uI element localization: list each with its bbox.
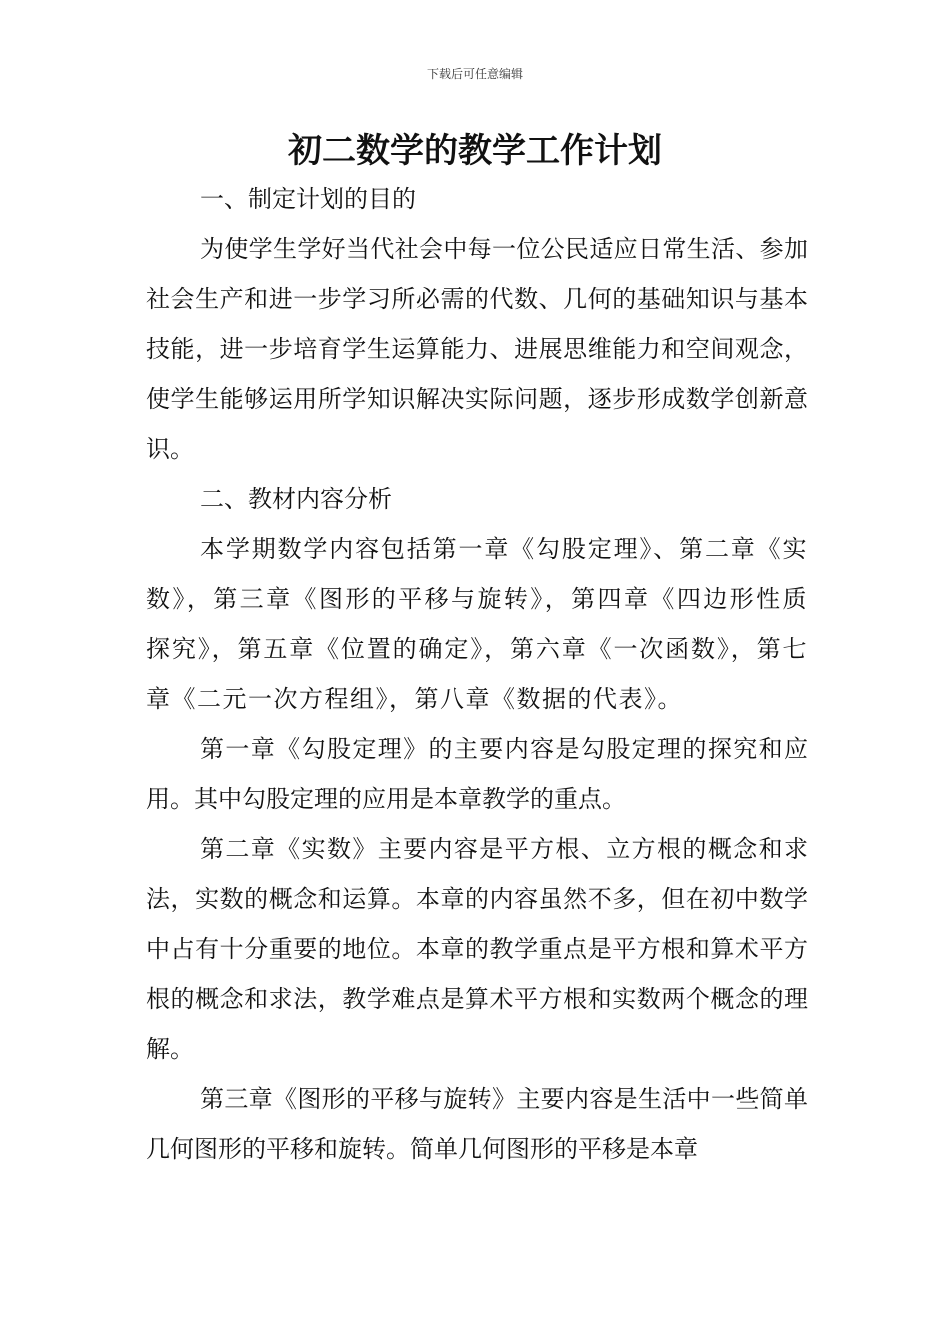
paragraph-purpose: 为使学生学好当代社会中每一位公民适应日常生活、参加社会生产和进一步学习所必需的代数、几何的基础知识与基本技能，进一步培育学生运算能力、进展思维能力和空间观念，使学生能够运用所学知识解决实际问题，逐步形成数学创新意识。 <box>146 235 808 463</box>
document-title: 初二数学的教学工作计划 <box>288 131 662 171</box>
page-header-note: 下载后可任意编辑 <box>426 67 523 81</box>
document-body <box>146 174 808 1174</box>
paragraph-semester-contents: 本学期数学内容包括第一章《勾股定理》、第二章《实数》，第三章《图形的平移与旋转》，第四章《四边形性质探究》，第五章《位置的确定》，第六章《一次函数》，第七章《二元一次方程组》，第八章《数据的代表》。 <box>146 535 808 713</box>
paragraph-chapter-2: 第二章《实数》主要内容是平方根、立方根的概念和求法，实数的概念和运算。本章的内容虽然不多，但在初中数学中占有十分重要的地位。本章的教学重点是平方根和算术平方根的概念和求法，教学难点是算术平方根和实数两个概念的理解。 <box>146 835 808 1063</box>
section-heading-content-analysis: 二、教材内容分析 <box>200 485 392 513</box>
section-heading-purpose: 一、制定计划的目的 <box>200 185 416 213</box>
paragraph-chapter-3: 第三章《图形的平移与旋转》主要内容是生活中一些简单几何图形的平移和旋转。简单几何图形的平移是本章 <box>146 1085 808 1163</box>
paragraph-chapter-1: 第一章《勾股定理》的主要内容是勾股定理的探究和应用。其中勾股定理的应用是本章教学的重点。 <box>146 735 808 813</box>
